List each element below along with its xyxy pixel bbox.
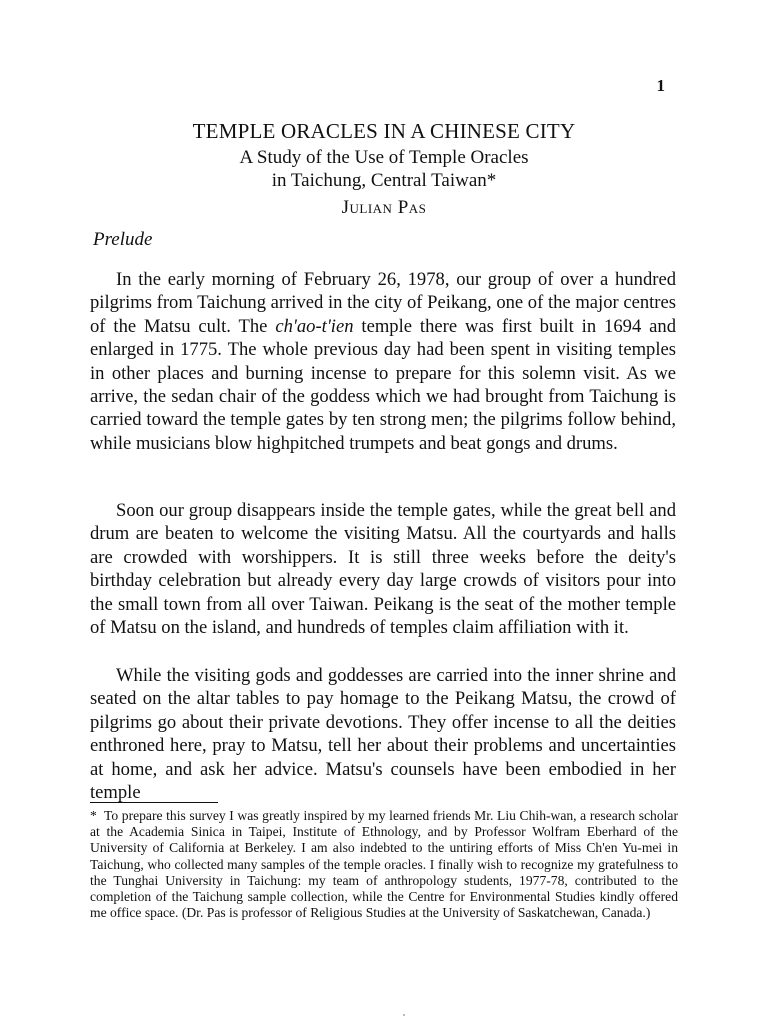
paragraph-1-text-a: In the early morning of February 26, 1978, our group of over a hundred pilgrims from Taichung arrived in the city of Peikang, one of the major centres of the Matsu cult. The	[90, 269, 676, 337]
footnote-divider	[90, 802, 218, 803]
footnote-text: To prepare this survey I was greatly inspired by my learned friends Mr. Liu Chih-wan, a research scholar at the Academia Sinica in Taipei, Institute of Ethnology, and by Professor Wolfram Eberhard of the University of California at Berkeley. I am also indebted to the untiring efforts of Miss Ch'en Yu-mei in Taichung, who collected many samples of the temple oracles. I finally wish to recognize my gratefulness to the Tunghai University in Taichung: my team of anthropology students, 1977-78, contributed to the completion of the Taichung sample collection, while the Centre for Environmental Studies kindly offered me office space. (Dr. Pas is professor of Religious Studies at the University of Saskatchewan, Canada.)	[90, 808, 678, 921]
page-number: 1	[656, 76, 665, 95]
section-heading: Prelude	[93, 229, 153, 250]
subtitle-line-1: A Study of the Use of Temple Oracles	[239, 147, 529, 168]
footnote-marker: *	[90, 808, 97, 823]
paragraph-1-italic-term: ch'ao-t'ien	[275, 315, 354, 337]
body-paragraph-3	[90, 664, 676, 804]
body-paragraph-1	[90, 268, 676, 455]
paragraph-1-text-b: temple there was first built in 1694 and enlarged in 1775. The whole previous day had been spent in visiting temples in other places and burning incense to prepare for this solemn visit. As we arrive, the sedan chair of the goddess which we had brought from Taichung is carried toward the temple gates by ten strong men; the pilgrims follow behind, while musicians blow highpitched trumpets and beat gongs and drums.	[90, 315, 676, 454]
title-block	[90, 118, 678, 220]
paragraph-3-text: While the visiting gods and goddesses are carried into the inner shrine and seated on the altar tables to pay homage to the Peikang Matsu, the crowd of pilgrims go about their private devotions. They offer incense to all the deities enthroned here, pray to Matsu, tell her about their problems and uncertainties at home, and ask her advice. Matsu's counsels have been embodied in her temple	[90, 665, 676, 804]
paragraph-2-text: Soon our group disappears inside the temple gates, while the great bell and drum are beaten to welcome the visiting Matsu. All the courtyards and halls are crowded with worshippers. It is still three weeks before the deity's birthday celebration but already every day large crowds of visitors pour into the small town from all over Taiwan. Peikang is the seat of the mother temple of Matsu on the island, and hundreds of temples claim affiliation with it.	[90, 500, 676, 639]
scan-speck	[403, 1014, 405, 1016]
footnote	[90, 808, 678, 921]
body-paragraph-2	[90, 499, 676, 639]
author-name: Julian Pas	[341, 197, 427, 218]
article-title: TEMPLE ORACLES IN A CHINESE CITY	[192, 119, 576, 143]
subtitle-line-2: in Taichung, Central Taiwan*	[271, 170, 497, 191]
article-subtitle	[90, 146, 678, 192]
